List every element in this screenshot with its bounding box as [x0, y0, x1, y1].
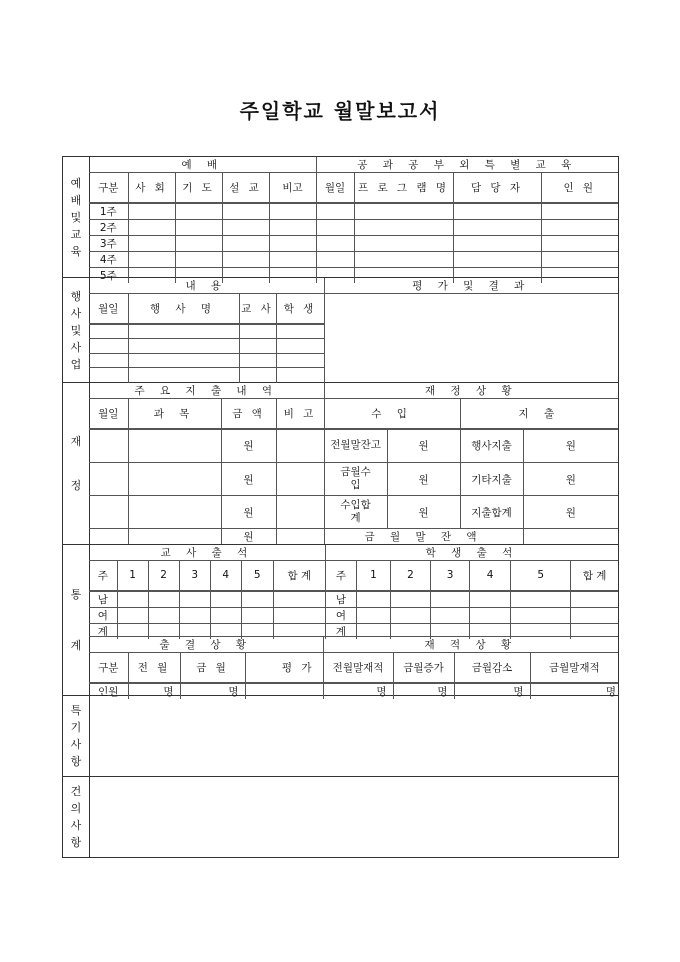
col-week-5: 5 [241, 561, 273, 591]
cell[interactable] [175, 235, 222, 251]
col-date: 월일 [89, 294, 128, 324]
week-label: 1주 [89, 203, 128, 220]
suggestions-area[interactable] [89, 777, 618, 857]
col-total: 합 계 [273, 561, 325, 591]
section-label-suggestions: 건 의 사 항 [63, 777, 90, 857]
income-header: 수 입 [324, 399, 460, 429]
col-teacher: 교 사 [239, 294, 276, 324]
col-manager: 담 당 자 [453, 173, 541, 203]
cell[interactable] [316, 203, 354, 220]
special-notes-area[interactable] [89, 696, 618, 776]
col-evaluation: 평 가 [245, 653, 323, 683]
attendance-table [89, 545, 618, 639]
row-label-female: 여 [325, 607, 356, 623]
col-headcount: 인 원 [541, 173, 618, 203]
cell[interactable] [117, 607, 148, 623]
special-notes-section [63, 696, 618, 777]
won-unit: 원 [387, 429, 460, 463]
section-label-statistics: 통 계 [63, 545, 90, 695]
table-row [89, 429, 618, 463]
cell[interactable] [239, 354, 276, 368]
cell[interactable] [89, 529, 128, 545]
cell[interactable] [175, 251, 222, 267]
col-week-2: 2 [148, 561, 179, 591]
cell[interactable] [89, 324, 128, 339]
cell[interactable] [571, 591, 618, 608]
row-label-female: 여 [89, 607, 117, 623]
col-week-4: 4 [210, 561, 241, 591]
report-form [62, 156, 619, 858]
cell[interactable] [239, 368, 276, 383]
finance-section [63, 383, 618, 545]
cell[interactable] [390, 607, 430, 623]
people-label: 인원 [89, 683, 128, 699]
person-unit: 명 [128, 683, 180, 699]
worship-header: 예 배 [89, 157, 316, 173]
cell[interactable] [541, 251, 618, 267]
evaluation-area[interactable] [324, 294, 618, 383]
cell[interactable] [222, 203, 269, 220]
event-expense-label: 행사지출 [460, 429, 523, 463]
suggestions-section [63, 777, 618, 857]
cell[interactable] [541, 235, 618, 251]
cell[interactable] [128, 251, 175, 267]
week-label: 3주 [89, 235, 128, 251]
col-amount: 금 액 [221, 399, 276, 429]
cell[interactable] [148, 607, 179, 623]
cell[interactable] [89, 496, 128, 529]
cell[interactable] [128, 324, 239, 339]
cell[interactable] [128, 219, 175, 235]
week-label: 2주 [89, 219, 128, 235]
expense-header: 지 출 [460, 399, 618, 429]
col-note: 비고 [269, 173, 316, 203]
cell[interactable] [453, 251, 541, 267]
cell[interactable] [222, 251, 269, 267]
cell[interactable] [276, 368, 324, 383]
cell[interactable] [511, 607, 571, 623]
person-unit: 명 [530, 683, 618, 699]
col-week-1: 1 [117, 561, 148, 591]
major-expense-header: 주 요 지 출 내 역 [89, 383, 324, 399]
attendance-status-header: 출 결 상 황 [89, 637, 323, 653]
cell[interactable] [356, 607, 390, 623]
cell[interactable] [210, 591, 241, 608]
income-total-label: 수입합계 [324, 496, 387, 529]
cell[interactable] [316, 251, 354, 267]
row-label-total: 계 [89, 623, 117, 639]
cell[interactable] [269, 235, 316, 251]
won-unit: 원 [523, 496, 618, 529]
won-unit: 원 [523, 463, 618, 496]
cell[interactable] [89, 429, 128, 463]
finance-status-header: 재 정 상 황 [324, 383, 618, 399]
cell[interactable] [89, 368, 128, 383]
col-note: 비 고 [276, 399, 324, 429]
table-row [89, 529, 618, 545]
cell[interactable] [175, 219, 222, 235]
cell[interactable] [453, 219, 541, 235]
row-label-male: 남 [89, 591, 117, 608]
cell[interactable] [89, 339, 128, 354]
cell[interactable] [269, 251, 316, 267]
col-month-end-enrollment: 금월말재적 [530, 653, 618, 683]
week-label: 5주 [89, 267, 128, 283]
worship-education-table [89, 157, 618, 283]
table-row [89, 496, 618, 529]
content-header: 내 용 [89, 278, 324, 294]
special-education-header: 공 과 공 부 외 특 별 교 육 [316, 157, 618, 173]
col-host: 사 회 [128, 173, 175, 203]
cell[interactable] [179, 607, 210, 623]
cell[interactable] [89, 463, 128, 496]
cell[interactable] [210, 607, 241, 623]
cell[interactable] [128, 463, 221, 496]
cell[interactable] [453, 235, 541, 251]
col-total: 합 계 [571, 561, 618, 591]
cell[interactable] [148, 591, 179, 608]
cell[interactable] [89, 354, 128, 368]
cell[interactable] [276, 529, 324, 545]
col-week-4: 4 [470, 561, 511, 591]
cell[interactable] [241, 591, 273, 608]
cell[interactable] [354, 219, 453, 235]
cell[interactable] [269, 219, 316, 235]
worship-education-section [63, 157, 618, 282]
cell[interactable] [431, 591, 470, 608]
won-unit: 원 [221, 463, 276, 496]
section-label-worship-education: 예 배 및 교 육 [63, 157, 90, 277]
table-row [89, 235, 618, 251]
cell[interactable] [117, 591, 148, 608]
col-prev-month: 전 월 [128, 653, 180, 683]
section-label-events: 행 사 및 사 업 [63, 278, 90, 382]
student-attendance-header: 학 생 출 석 [325, 545, 618, 561]
row-label-male: 남 [325, 591, 356, 608]
cell[interactable] [541, 219, 618, 235]
cell[interactable] [222, 235, 269, 251]
person-unit: 명 [393, 683, 454, 699]
cell[interactable] [453, 203, 541, 220]
table-row [89, 251, 618, 267]
status-table [89, 636, 618, 699]
table-row [89, 591, 618, 608]
col-month-increase: 금월증가 [393, 653, 454, 683]
cell[interactable] [356, 591, 390, 608]
cell[interactable] [239, 339, 276, 354]
col-event-name: 행 사 명 [128, 294, 239, 324]
won-unit: 원 [387, 496, 460, 529]
col-sermon: 설 교 [222, 173, 269, 203]
col-week-2: 2 [390, 561, 430, 591]
table-row [89, 219, 618, 235]
prev-balance-label: 전월말잔고 [324, 429, 387, 463]
month-end-balance-label: 금 월 말 잔 액 [324, 529, 523, 545]
cell[interactable] [431, 607, 470, 623]
cell[interactable] [390, 591, 430, 608]
cell[interactable] [128, 339, 239, 354]
cell[interactable] [175, 203, 222, 220]
finance-table [89, 383, 618, 544]
cell[interactable] [276, 324, 324, 339]
other-expense-label: 기타지출 [460, 463, 523, 496]
won-unit: 원 [523, 429, 618, 463]
cell[interactable] [273, 591, 325, 608]
cell[interactable] [128, 203, 175, 220]
events-section [63, 278, 618, 383]
col-week-5: 5 [511, 561, 571, 591]
cell[interactable] [128, 368, 239, 383]
cell[interactable] [354, 235, 453, 251]
cell[interactable] [128, 429, 221, 463]
won-unit: 원 [221, 529, 276, 545]
table-row [89, 463, 618, 496]
cell[interactable] [241, 607, 273, 623]
col-student: 학 생 [276, 294, 324, 324]
person-unit: 명 [323, 683, 393, 699]
cell[interactable] [276, 429, 324, 463]
table-row [89, 607, 618, 623]
cell[interactable] [276, 463, 324, 496]
col-week-3: 3 [179, 561, 210, 591]
cell[interactable] [470, 607, 511, 623]
col-month-decrease: 금월감소 [454, 653, 530, 683]
cell[interactable] [128, 496, 221, 529]
col-category: 구분 [89, 653, 128, 683]
col-program: 프 로 그 램 명 [354, 173, 453, 203]
month-income-label: 금월수입 [324, 463, 387, 496]
col-date: 월일 [89, 399, 128, 429]
section-label-finance: 재 정 [63, 383, 90, 544]
evaluation-header: 평 가 및 결 과 [324, 278, 618, 294]
won-unit: 원 [221, 429, 276, 463]
statistics-section [63, 545, 618, 696]
col-prev-enrollment: 전월말재적 [323, 653, 393, 683]
person-unit: 명 [180, 683, 245, 699]
col-prayer: 기 도 [175, 173, 222, 203]
balance-cell[interactable] [523, 529, 618, 545]
cell[interactable] [273, 607, 325, 623]
cell[interactable] [276, 339, 324, 354]
won-unit: 원 [221, 496, 276, 529]
cell[interactable] [276, 496, 324, 529]
col-week: 주 [89, 561, 117, 591]
col-date: 월일 [316, 173, 354, 203]
cell[interactable] [470, 591, 511, 608]
cell[interactable] [239, 324, 276, 339]
section-label-special-notes: 특 기 사 항 [63, 696, 90, 776]
won-unit: 원 [387, 463, 460, 496]
cell[interactable] [354, 251, 453, 267]
col-subject: 과 목 [128, 399, 221, 429]
col-this-month: 금 월 [180, 653, 245, 683]
row-label-total: 계 [325, 623, 356, 639]
page-title: 주일학교 월말보고서 [239, 99, 441, 123]
enrollment-status-header: 재 적 상 황 [323, 637, 618, 653]
col-category: 구분 [89, 173, 128, 203]
events-table [89, 278, 618, 383]
week-label: 4주 [89, 251, 128, 267]
cell[interactable] [269, 203, 316, 220]
cell[interactable] [179, 591, 210, 608]
table-row [89, 203, 618, 220]
cell[interactable] [128, 529, 221, 545]
cell[interactable] [316, 219, 354, 235]
person-unit: 명 [454, 683, 530, 699]
expense-total-label: 지출합계 [460, 496, 523, 529]
col-week: 주 [325, 561, 356, 591]
cell[interactable] [571, 607, 618, 623]
cell[interactable] [541, 203, 618, 220]
cell[interactable] [128, 235, 175, 251]
cell[interactable] [316, 235, 354, 251]
cell[interactable] [128, 354, 239, 368]
cell[interactable] [276, 354, 324, 368]
cell[interactable] [354, 203, 453, 220]
cell[interactable] [222, 219, 269, 235]
col-week-3: 3 [431, 561, 470, 591]
teacher-attendance-header: 교 사 출 석 [89, 545, 325, 561]
col-week-1: 1 [356, 561, 390, 591]
cell[interactable] [511, 591, 571, 608]
